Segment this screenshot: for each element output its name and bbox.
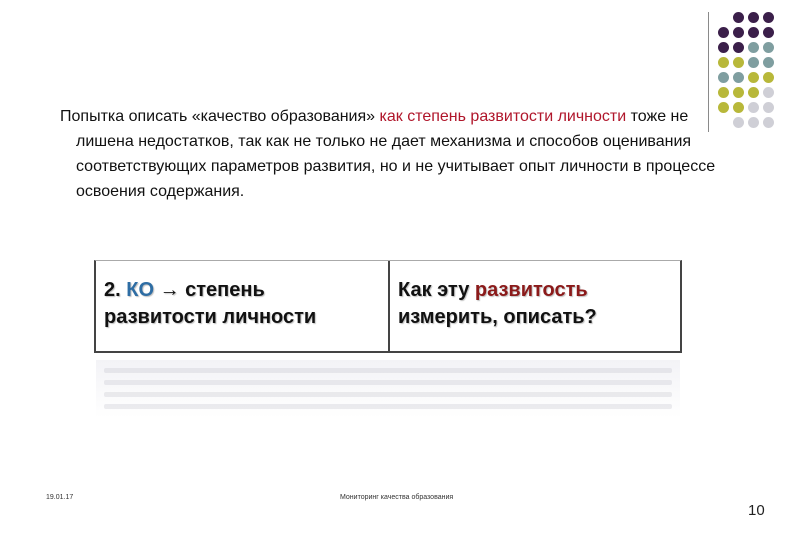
decor-dot <box>763 57 774 68</box>
decor-dot <box>718 102 729 113</box>
cell-right-text-end: измерить, описать? <box>398 306 597 328</box>
decor-dot <box>733 102 744 113</box>
decor-dot <box>733 87 744 98</box>
decor-dot <box>718 42 729 53</box>
decor-dot <box>763 42 774 53</box>
footer-date: 19.01.17 <box>46 494 74 501</box>
table-reflection <box>96 360 680 418</box>
decor-dot <box>763 102 774 113</box>
decor-dot <box>763 12 774 23</box>
decor-dot <box>733 117 744 128</box>
decor-dot <box>718 27 729 38</box>
decor-dot <box>748 57 759 68</box>
cell-left-abbr: КО <box>126 279 155 301</box>
cell-right-text-start: Как эту <box>398 279 475 301</box>
decor-dot <box>733 12 744 23</box>
reflection-bar <box>104 380 672 385</box>
decor-dot <box>748 12 759 23</box>
paragraph-text-start: Попытка описать «качество образования» <box>60 108 380 125</box>
reflection-bar <box>104 368 672 373</box>
decor-dot <box>733 27 744 38</box>
decor-dot <box>763 72 774 83</box>
decor-dot <box>718 57 729 68</box>
paragraph-text-end: тоже не лишена недостатков, так как не только не дает механизма и способов оценивания соответствующих параметров развития, но и не учитывает опыт личности в процессе освоения содержания. <box>76 108 716 200</box>
decor-dot <box>763 87 774 98</box>
decor-dot <box>748 87 759 98</box>
cell-left-number: 2. <box>104 279 127 301</box>
decor-dot <box>733 57 744 68</box>
decor-dot <box>733 42 744 53</box>
decor-dot <box>733 72 744 83</box>
decor-dot <box>748 102 759 113</box>
reflection-bar <box>104 392 672 397</box>
decor-dot <box>748 27 759 38</box>
decor-dot <box>763 117 774 128</box>
table-cell-right <box>390 261 680 351</box>
comparison-table <box>94 260 682 353</box>
cell-left-text: → степень развитости личности <box>104 279 317 328</box>
decor-dot <box>763 27 774 38</box>
decor-dot <box>748 42 759 53</box>
footer-title: Мониторинг качества образования <box>340 494 454 501</box>
page-number: 10 <box>748 502 765 519</box>
decor-dot <box>748 72 759 83</box>
reflection-bar <box>104 404 672 409</box>
cell-right-highlight: развитость <box>474 279 588 301</box>
table-cell-left <box>96 261 390 351</box>
decor-dot <box>718 87 729 98</box>
decor-dot <box>718 72 729 83</box>
decor-dot <box>748 117 759 128</box>
main-paragraph <box>60 104 716 204</box>
paragraph-highlight: как степень развитости личности <box>379 108 627 125</box>
